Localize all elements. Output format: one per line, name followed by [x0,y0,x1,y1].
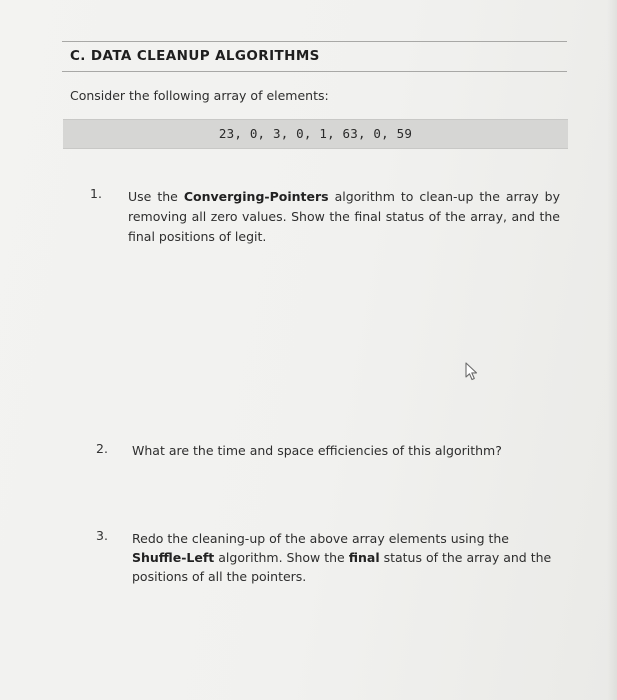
question-1-text [128,187,560,247]
header-rule-top [62,41,567,42]
question-3-text-before: Redo the cleaning-up of the above array elements using the [132,531,509,546]
intro-text: Consider the following array of elements: [70,88,329,103]
question-3-number: 3. [96,528,108,543]
question-3-text-after: status of the array and the positions of all the pointers. [132,550,552,584]
question-2-number: 2. [96,441,108,456]
question-3-text-middle: algorithm. Show the [214,550,349,565]
question-1-text-before: Use the [128,189,184,204]
page-edge-shadow [607,0,617,700]
question-1-number: 1. [90,186,102,201]
header-rule-bottom [62,71,567,72]
question-3-algorithm-name: Shuffle-Left [132,550,215,565]
section-title: C. DATA CLEANUP ALGORITHMS [70,48,320,64]
array-box [63,119,568,149]
question-3-final-word: final [348,550,380,565]
question-1-algorithm-name: Converging-Pointers [183,189,329,204]
array-values: 23, 0, 3, 0, 1, 63, 0, 59 [218,126,413,141]
question-2-text: What are the time and space efficiencies of this algorithm? [132,443,502,458]
mouse-pointer-icon [459,360,481,382]
question-1-text-after: algorithm to clean-up the array by removing all zero values. Show the final status of the array, and the final positions of legit. [128,189,560,244]
question-3-text [132,529,552,586]
